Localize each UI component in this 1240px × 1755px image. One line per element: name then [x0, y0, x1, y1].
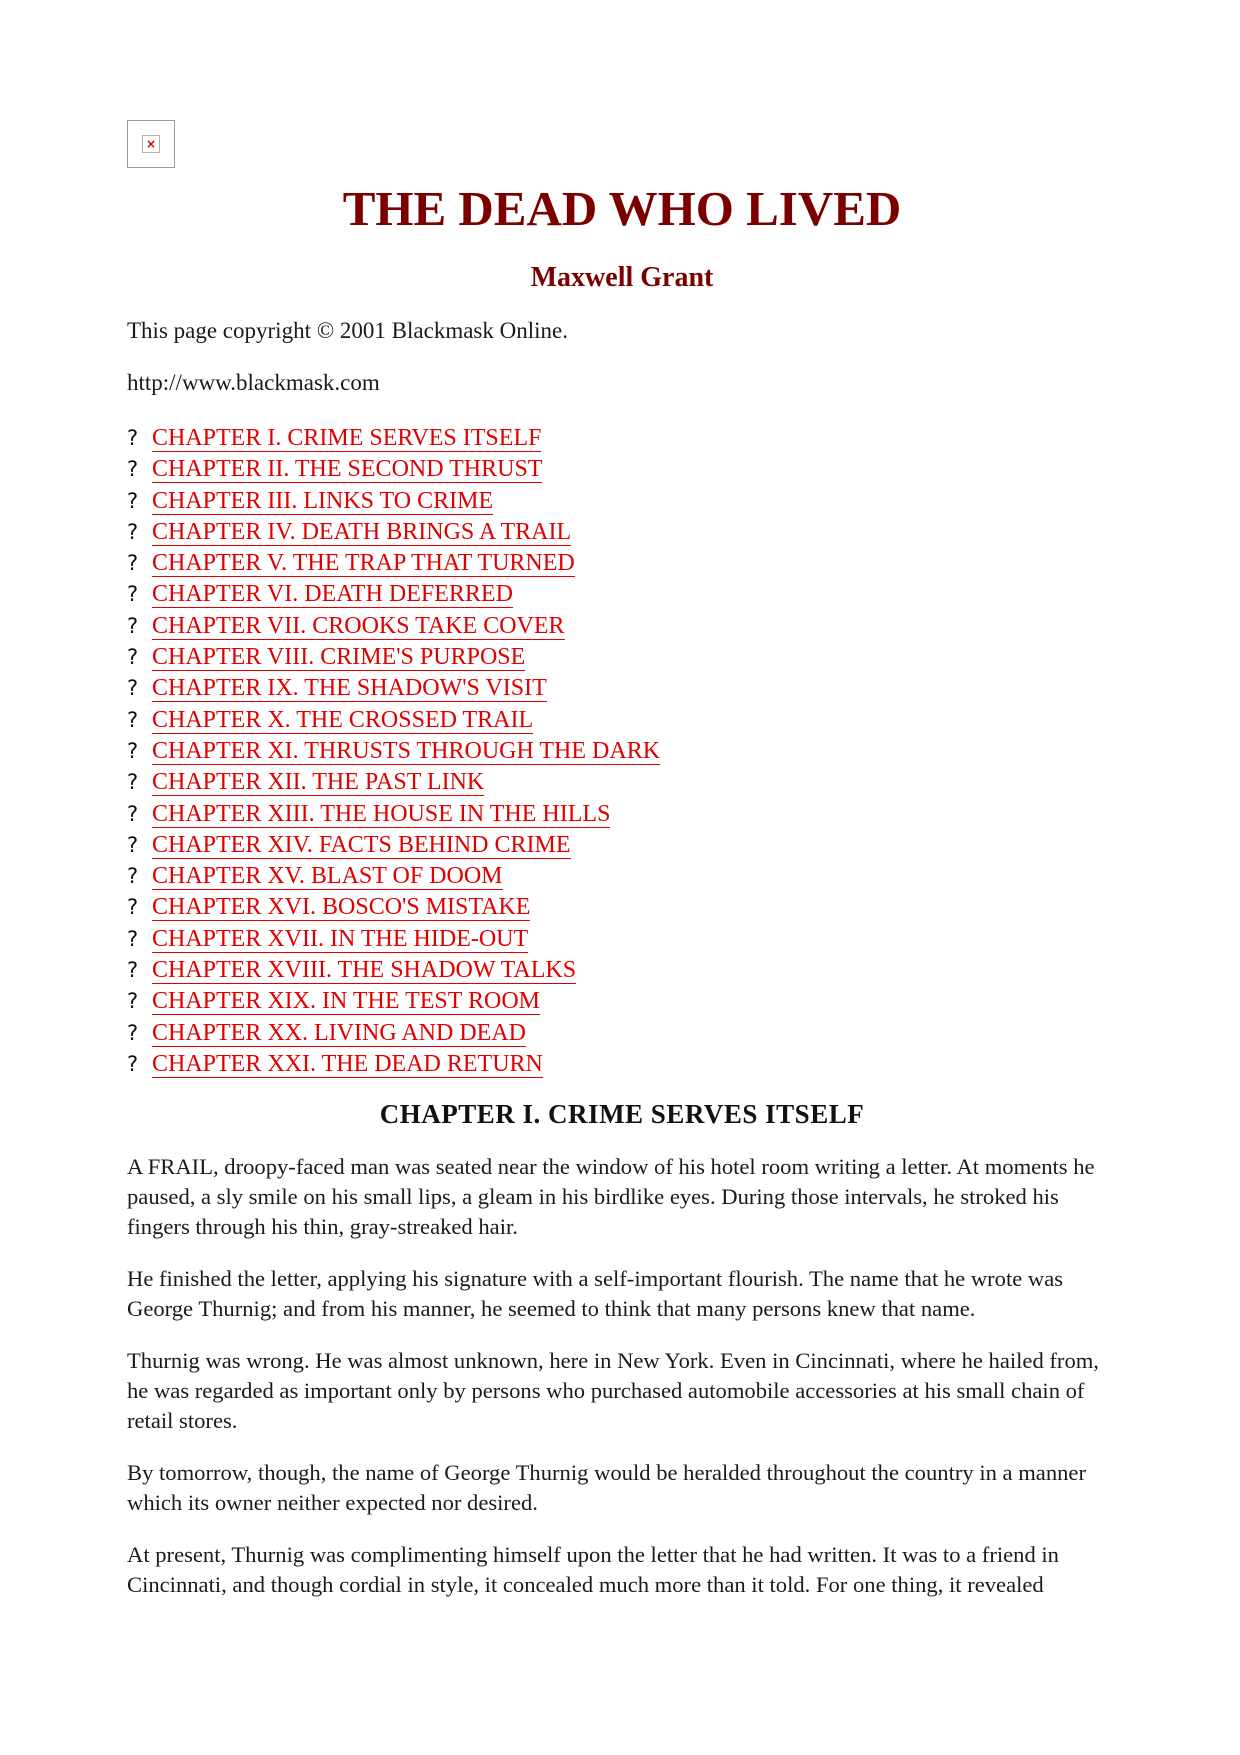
toc-link[interactable]: CHAPTER XI. THRUSTS THROUGH THE DARK [152, 737, 661, 764]
toc-link[interactable]: CHAPTER II. THE SECOND THRUST [152, 456, 543, 483]
toc-item [127, 673, 660, 704]
chapter-heading: CHAPTER I. CRIME SERVES ITSELF [379, 1099, 865, 1129]
toc-bullet: ? [127, 426, 139, 450]
toc-bullet: ? [127, 676, 139, 701]
toc-bullet: ? [127, 832, 139, 857]
toc-bullet: ? [127, 738, 139, 763]
toc-link[interactable]: CHAPTER XIII. THE HOUSE IN THE HILLS [152, 800, 611, 827]
table-of-contents [127, 423, 660, 1080]
toc-bullet: ? [127, 582, 139, 607]
toc-link[interactable]: CHAPTER V. THE TRAP THAT TURNED [152, 550, 575, 577]
toc-item [127, 830, 660, 861]
toc-link[interactable]: CHAPTER XIX. IN THE TEST ROOM [152, 988, 541, 1015]
toc-item [127, 861, 660, 892]
toc-item [127, 486, 660, 517]
toc-bullet: ? [127, 989, 139, 1014]
toc-item [127, 423, 660, 454]
toc-bullet: ? [127, 801, 139, 826]
broken-image-icon: × [142, 135, 160, 153]
toc-item [127, 736, 660, 767]
toc-bullet: ? [127, 707, 139, 732]
toc-bullet: ? [127, 958, 139, 983]
toc-bullet: ? [127, 895, 139, 920]
toc-link[interactable]: CHAPTER VII. CROOKS TAKE COVER [152, 612, 565, 639]
toc-link[interactable]: CHAPTER I. CRIME SERVES ITSELF [152, 425, 542, 451]
toc-link[interactable]: CHAPTER VIII. CRIME'S PURPOSE [152, 644, 526, 671]
book-author: Maxwell Grant [530, 262, 714, 293]
toc-item [127, 548, 660, 579]
toc-link[interactable]: CHAPTER XVII. IN THE HIDE-OUT [152, 925, 529, 952]
toc-link[interactable]: CHAPTER XX. LIVING AND DEAD [152, 1019, 526, 1046]
paragraph: Thurnig was wrong. He was almost unknown, here in New York. Even in Cincinnati, where he hailed from, he was regarded as important only by persons who purchased automobile accessories at his small chain of retail stores. [127, 1348, 1099, 1433]
book-title: THE DEAD WHO LIVED [342, 181, 902, 236]
paragraph: By tomorrow, though, the name of George Thurnig would be heralded throughout the country in a manner which its owner neither expected nor desired. [127, 1460, 1086, 1515]
toc-link[interactable]: CHAPTER XII. THE PAST LINK [152, 769, 485, 796]
toc-link[interactable]: CHAPTER XVI. BOSCO'S MISTAKE [152, 894, 531, 921]
toc-item [127, 611, 660, 642]
copyright-notice: This page copyright © 2001 Blackmask Online. [127, 318, 568, 343]
toc-bullet: ? [127, 770, 139, 795]
toc-link[interactable]: CHAPTER XVIII. THE SHADOW TALKS [152, 957, 577, 984]
toc-bullet: ? [127, 519, 139, 544]
toc-bullet: ? [127, 1051, 139, 1076]
toc-link[interactable]: CHAPTER IV. DEATH BRINGS A TRAIL [152, 518, 572, 545]
toc-link[interactable]: CHAPTER XXI. THE DEAD RETURN [152, 1050, 543, 1077]
toc-link[interactable]: CHAPTER III. LINKS TO CRIME [152, 487, 494, 514]
toc-item [127, 517, 660, 548]
toc-link[interactable]: CHAPTER IX. THE SHADOW'S VISIT [152, 675, 547, 702]
toc-item [127, 454, 660, 485]
paragraph: A FRAIL, droopy-faced man was seated near the window of his hotel room writing a letter. At moments he paused, a sly smile on his small lips, a gleam in his birdlike eyes. During those intervals, he stroked his fingers through his thin, gray-streaked hair. [127, 1154, 1095, 1239]
toc-item [127, 924, 660, 955]
chapter-body [127, 1152, 1117, 1622]
toc-item [127, 579, 660, 610]
toc-item [127, 767, 660, 798]
site-url: http://www.blackmask.com [127, 370, 380, 395]
toc-bullet: ? [127, 551, 139, 576]
paragraph: He finished the letter, applying his signature with a self-important flourish. The name that he wrote was George Thurnig; and from his manner, he seemed to think that many persons knew that name. [127, 1266, 1064, 1321]
toc-item [127, 642, 660, 673]
toc-bullet: ? [127, 864, 139, 889]
toc-link[interactable]: CHAPTER XIV. FACTS BEHIND CRIME [152, 831, 571, 858]
toc-link[interactable]: CHAPTER VI. DEATH DEFERRED [152, 581, 513, 608]
toc-bullet: ? [127, 488, 139, 513]
toc-item [127, 705, 660, 736]
toc-item [127, 1049, 660, 1080]
toc-bullet: ? [127, 645, 139, 670]
toc-item [127, 799, 660, 830]
broken-image-placeholder [127, 120, 175, 168]
toc-link[interactable]: CHAPTER XV. BLAST OF DOOM [152, 863, 503, 890]
paragraph: At present, Thurnig was complimenting himself upon the letter that he had written. It was to a friend in Cincinnati, and though cordial in style, it concealed much more than it told. For one thing, it revealed [127, 1542, 1059, 1597]
toc-bullet: ? [127, 1020, 139, 1045]
toc-item [127, 1018, 660, 1049]
toc-bullet: ? [127, 457, 139, 482]
toc-item [127, 892, 660, 923]
toc-item [127, 986, 660, 1017]
toc-bullet: ? [127, 926, 139, 951]
toc-item [127, 955, 660, 986]
toc-link[interactable]: CHAPTER X. THE CROSSED TRAIL [152, 706, 534, 733]
toc-bullet: ? [127, 613, 139, 638]
